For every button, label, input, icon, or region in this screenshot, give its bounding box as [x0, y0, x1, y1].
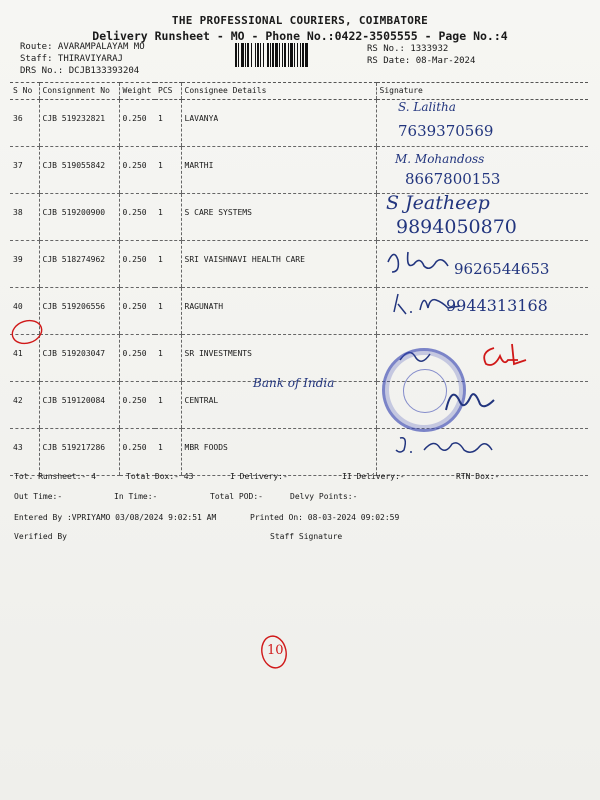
signature-row-42-scribble [440, 380, 498, 416]
row-sno: 43 [10, 429, 39, 476]
runsheet-subtitle: Delivery Runsheet - MO - Phone No.:0422-3505555 - Page No.:4 [92, 29, 508, 43]
col-consignment: Consignment No [39, 83, 119, 100]
signature-row-42-note: Bank of India [253, 376, 335, 390]
row-sno: 41 [10, 335, 39, 382]
col-sno: S No [10, 83, 39, 100]
row-consignment: CJB 519217286 [39, 429, 119, 476]
signature-row-36-name: S. Lalitha [398, 100, 456, 114]
total-runsheet: Tot. Runsheet:- 4 [14, 472, 96, 481]
col-signature: Signature [376, 83, 588, 100]
signature-row-39-phone: 9626544653 [454, 260, 550, 278]
row-pcs: 1 [155, 429, 181, 476]
row-sno: 39 [10, 241, 39, 288]
row-pcs: 1 [155, 100, 181, 147]
entered-by: Entered By :VPRIYAMO 03/08/2024 9:02:51 AM [14, 513, 217, 522]
row-sno: 36 [10, 100, 39, 147]
row-consignee: SR INVESTMENTS [181, 335, 376, 382]
row-consignee: LAVANYA [181, 100, 376, 147]
row-pcs: 1 [155, 194, 181, 241]
row-weight: 0.250 [119, 194, 155, 241]
staff-signature: Staff Signature [270, 532, 343, 541]
row-sno: 42 [10, 382, 39, 429]
row-weight: 0.250 [119, 335, 155, 382]
signature-row-43-scribble [394, 432, 504, 458]
col-weight: Weight [119, 83, 155, 100]
delivery-points: Delvy Points:- [290, 492, 358, 501]
rs-date: RS Date: 08-Mar-2024 [367, 56, 476, 66]
total-pod: Total POD:- [210, 492, 263, 501]
row-pcs: 1 [155, 241, 181, 288]
rs-number: RS No.: 1333932 [367, 44, 449, 54]
row-consignment: CJB 519203047 [39, 335, 119, 382]
row-consignment: CJB 519055842 [39, 147, 119, 194]
red-circle-mark [10, 318, 46, 346]
row-consignee: SRI VAISHNAVI HEALTH CARE [181, 241, 376, 288]
total-dox: Total Dox:- 43 [126, 472, 194, 481]
table-header-row [10, 83, 588, 100]
row-consignment: CJB 519200900 [39, 194, 119, 241]
row-pcs: 1 [155, 288, 181, 335]
route-label: Route: AVARAMPALAYAM MO [20, 42, 145, 52]
verified-by: Verified By [14, 532, 67, 541]
row-consignee: CENTRAL [181, 382, 376, 429]
row-weight: 0.250 [119, 288, 155, 335]
row-consignee: MARTHI [181, 147, 376, 194]
drs-number: DRS No.: DCJB133393204 [20, 66, 140, 76]
row-weight: 0.250 [119, 100, 155, 147]
row-consignee: MBR FOODS [181, 429, 376, 476]
row-weight: 0.250 [119, 382, 155, 429]
row-pcs: 1 [155, 335, 181, 382]
red-ink-signature [478, 338, 528, 372]
col-pcs: PCS [155, 83, 181, 100]
page-mark-number: 10 [267, 643, 284, 658]
signature-row-37-phone: 8667800153 [405, 170, 501, 188]
printed-on: Printed On: 08-03-2024 09:02:59 [250, 513, 400, 522]
row-weight: 0.250 [119, 147, 155, 194]
row-weight: 0.250 [119, 429, 155, 476]
rtn-dox: RTN Dox:- [456, 472, 500, 481]
row-sno: 38 [10, 194, 39, 241]
signature-row-37-name: M. Mohandoss [395, 152, 485, 166]
signature-row-39-scribble [384, 242, 454, 276]
row-weight: 0.250 [119, 241, 155, 288]
row-sno: 37 [10, 147, 39, 194]
row-pcs: 1 [155, 382, 181, 429]
row-consignment: CJB 519232821 [39, 100, 119, 147]
i-delivery: I Delivery:- [230, 472, 288, 481]
company-title: THE PROFESSIONAL COURIERS, COIMBATORE [171, 14, 429, 27]
col-consignee: Consignee Details [181, 83, 376, 100]
signature-row-38-name: S Jeatheep [386, 192, 490, 214]
row-sno: 40 [10, 288, 39, 335]
ii-delivery: II Delivery:- [342, 472, 405, 481]
row-consignee: S CARE SYSTEMS [181, 194, 376, 241]
staff-label: Staff: THIRAVIYARAJ [20, 54, 123, 64]
barcode [235, 43, 363, 67]
out-time: Out Time:- [14, 492, 63, 501]
row-consignee: RAGUNATH [181, 288, 376, 335]
signature-row-40-phone: 9944313168 [446, 296, 548, 315]
row-pcs: 1 [155, 147, 181, 194]
row-consignment: CJB 518274962 [39, 241, 119, 288]
table-row [10, 100, 588, 147]
runsheet-table [10, 82, 588, 476]
row-consignment: CJB 519206556 [39, 288, 119, 335]
in-time: In Time:- [114, 492, 158, 501]
signature-row-38-phone: 9894050870 [396, 216, 517, 238]
row-consignment: CJB 519120084 [39, 382, 119, 429]
table-row [10, 147, 588, 194]
signature-row-36-phone: 7639370569 [398, 122, 494, 140]
